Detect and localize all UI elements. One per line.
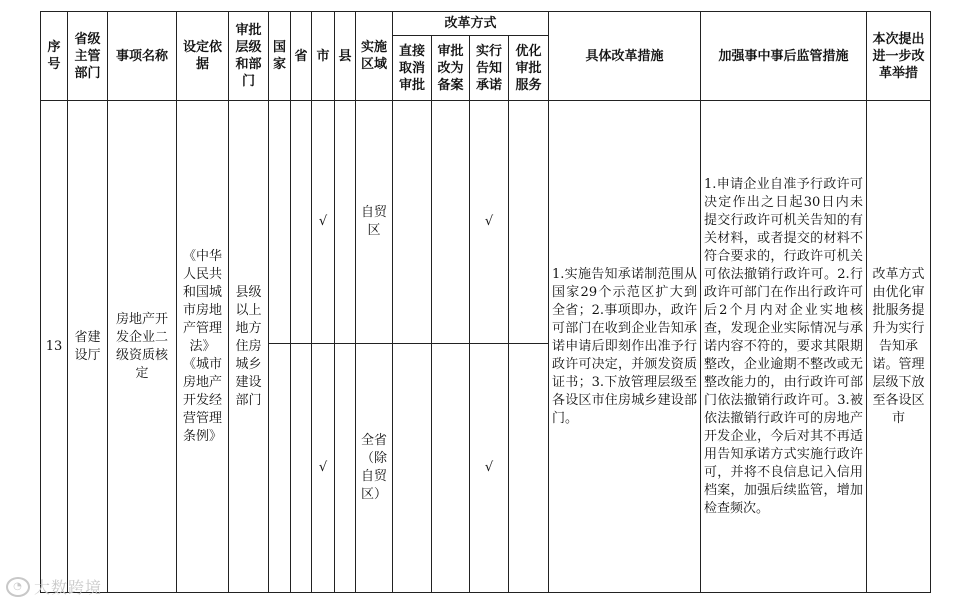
header-dept: 省级主管部门 <box>68 12 108 101</box>
row-approval-level: 县级以上地方住房城乡建设部门 <box>229 101 269 593</box>
sub2-cancel <box>393 344 432 593</box>
header-reform-group: 改革方式 <box>393 12 549 36</box>
row-basis: 《中华人民共和国城市房地产管理法》《城市房地产开发经营管理条例》 <box>177 101 229 593</box>
sub1-optimize <box>509 101 549 344</box>
logo-mark-icon: ◔ <box>6 577 30 597</box>
header-basis: 设定依据 <box>177 12 229 101</box>
sub2-optimize <box>509 344 549 593</box>
header-item: 事项名称 <box>108 12 177 101</box>
header-area: 实施区域 <box>356 12 393 101</box>
header-measures: 具体改革措施 <box>549 12 701 101</box>
header-national: 国家 <box>269 12 291 101</box>
header-notify: 实行告知承诺 <box>470 36 509 101</box>
header-optimize: 优化审批服务 <box>509 36 549 101</box>
header-seq: 序号 <box>41 12 68 101</box>
row-measures: 1.实施告知承诺制范围从国家29个示范区扩大到全省；2.事项即办，政许可部门在收到企业告知承诺申请后即刻作出准予行政许可决定，并颁发资质证书；3.下放管理层级至各设区市住房城乡建设部门。 <box>549 101 701 593</box>
header-further: 本次提出进一步改革举措 <box>867 12 931 101</box>
sub2-area: 全省（除自贸区） <box>356 344 393 593</box>
row-seq: 13 <box>41 101 68 593</box>
sub2-county <box>335 344 356 593</box>
sub1-cancel <box>393 101 432 344</box>
sub1-county <box>335 101 356 344</box>
header-supervision: 加强事中事后监管措施 <box>701 12 867 101</box>
sub2-national <box>269 344 291 593</box>
watermark-text: 大数跨境 <box>34 578 103 597</box>
sub1-national <box>269 101 291 344</box>
sub2-province <box>291 344 312 593</box>
row-further: 改革方式由优化审批服务提升为实行告知承诺。管理层级下放至各设区市 <box>867 101 931 593</box>
header-province: 省 <box>291 12 312 101</box>
row-dept: 省建设厅 <box>68 101 108 593</box>
sub1-city: √ <box>312 101 335 344</box>
row-item: 房地产开发企业二级资质核定 <box>108 101 177 593</box>
sub1-province <box>291 101 312 344</box>
watermark <box>6 575 102 598</box>
header-cancel: 直接取消审批 <box>393 36 432 101</box>
header-filing: 审批改为备案 <box>432 36 470 101</box>
sub2-filing <box>432 344 470 593</box>
header-approval-level: 审批层级和部门 <box>229 12 269 101</box>
sub2-notify: √ <box>470 344 509 593</box>
sub1-notify: √ <box>470 101 509 344</box>
row-supervision: 1.申请企业自准予行政许可决定作出之日起30日内未提交行政许可机关告知的有关材料，或者提交的材料不符合要求的，行政许可机关可依法撤销行政许可。2.行政许可部门在作出行政许可后2个月内对企业实地核查，发现企业实际情况与承诺内容不符的，要求其限期整改，企业逾期不整改或无整改能力的，由行政许可部门依法撤销行政许可。3.被依法撤销行政许可的房地产开发企业，今后对其不再适用告知承诺方式实施行政许可，并将不良信息记入信用档案，加强后续监管，增加检查频次。 <box>701 101 867 593</box>
sub2-city: √ <box>312 344 335 593</box>
header-county: 县 <box>335 12 356 101</box>
sub1-area: 自贸区 <box>356 101 393 344</box>
reform-table <box>40 11 931 593</box>
header-city: 市 <box>312 12 335 101</box>
sub1-filing <box>432 101 470 344</box>
